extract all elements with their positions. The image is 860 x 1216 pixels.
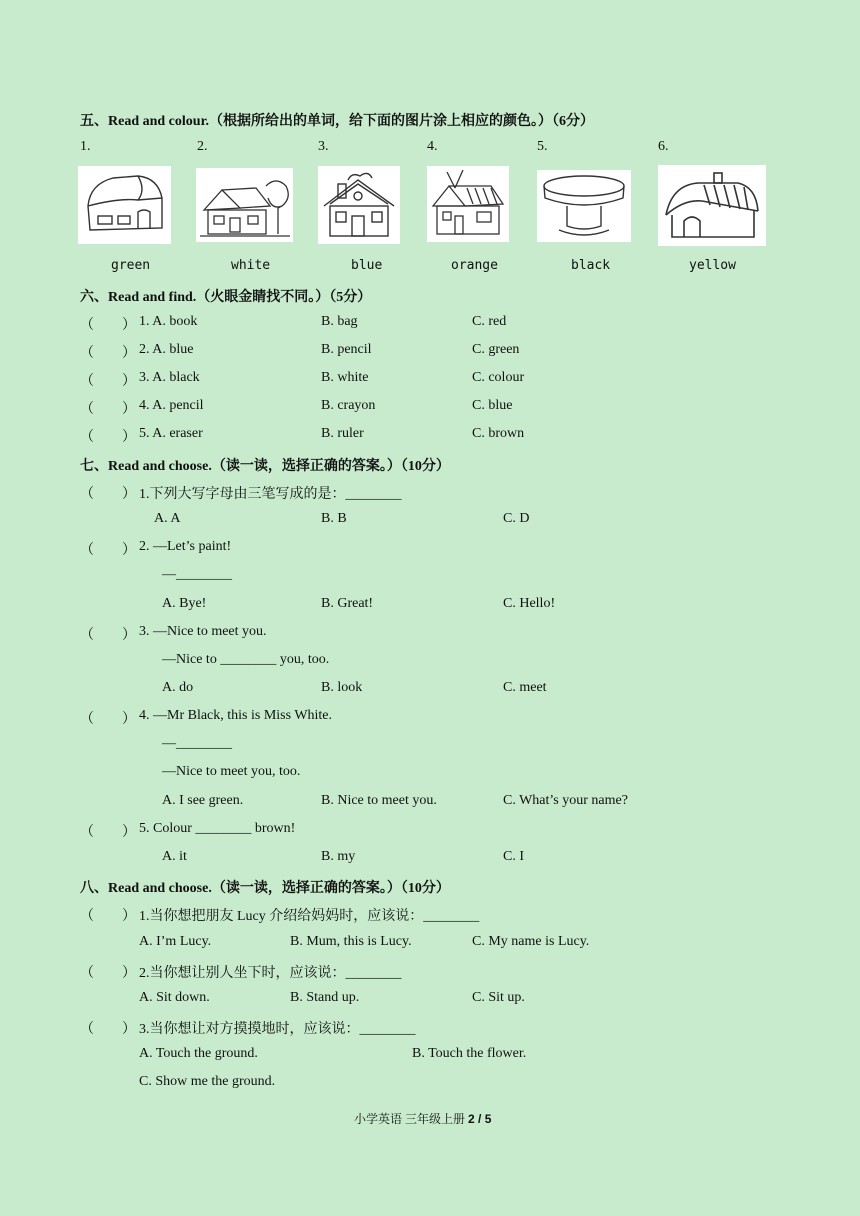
answer-blank[interactable]: （ ）	[80, 628, 136, 643]
option-b: B. B	[321, 511, 347, 526]
question-text: 4. —Mr Black, this is Miss White.	[139, 708, 333, 723]
picture-number-5: 5.	[537, 139, 548, 154]
colour-word-6: yellow	[689, 258, 736, 273]
option-c: C. brown	[472, 426, 525, 441]
section5-title: 五、Read and colour.（根据所给出的单词，给下面的图片涂上相应的颜色。）（6分）	[80, 114, 594, 129]
option-c: C. Show me the ground.	[139, 1074, 276, 1089]
answer-blank[interactable]: （ ）	[80, 430, 136, 445]
colour-word-5: black	[571, 258, 611, 273]
option-c: C. What’s your name?	[503, 793, 628, 808]
dialogue-line: —________	[162, 736, 232, 751]
option-a: A. do	[162, 680, 194, 695]
option-a: A. A	[154, 511, 181, 526]
option-a: A. I’m Lucy.	[139, 934, 212, 949]
page-number: 2 / 5	[468, 1112, 492, 1126]
answer-blank[interactable]: （ ）	[80, 543, 136, 558]
answer-blank[interactable]: （ ）	[80, 825, 136, 840]
option-c: C. I	[503, 849, 524, 864]
picture-number-6: 6.	[658, 139, 669, 154]
picture-number-3: 3.	[318, 139, 329, 154]
house-drawing	[78, 166, 171, 244]
option-c: C. D	[503, 511, 530, 526]
section6-title: 六、Read and find.（火眼金睛找不同。）（5分）	[80, 290, 372, 305]
option-c: C. My name is Lucy.	[472, 934, 590, 949]
answer-blank[interactable]: （ ）	[80, 318, 136, 333]
option-b: B. white	[321, 370, 369, 385]
question-text: 2. —Let’s paint!	[139, 539, 232, 554]
colour-word-4: orange	[451, 258, 498, 273]
option-b: B. crayon	[321, 398, 376, 413]
option-a: 2. A. blue	[139, 342, 194, 357]
option-c: C. Sit up.	[472, 990, 525, 1005]
colour-word-1: green	[111, 258, 151, 273]
answer-blank[interactable]: （ ）	[80, 966, 136, 981]
question-text: 3.当你想让对方摸摸地时，应该说：________	[139, 1022, 416, 1037]
picture-number-2: 2.	[197, 139, 208, 154]
option-c: C. colour	[472, 370, 525, 385]
option-b: B. look	[321, 680, 363, 695]
section8-title: 八、Read and choose.（读一读，选择正确的答案。）（10分）	[80, 881, 450, 896]
option-a: 5. A. eraser	[139, 426, 203, 441]
dialogue-line: —Nice to meet you, too.	[162, 764, 301, 779]
colour-word-2: white	[231, 258, 271, 273]
option-b: B. Nice to meet you.	[321, 793, 437, 808]
option-a: 3. A. black	[139, 370, 200, 385]
answer-blank[interactable]: （ ）	[80, 712, 136, 727]
option-c: C. green	[472, 342, 520, 357]
option-b: B. ruler	[321, 426, 364, 441]
answer-blank[interactable]: （ ）	[80, 909, 136, 924]
option-c: C. meet	[503, 680, 547, 695]
striped-roof-house-drawing	[658, 165, 766, 246]
answer-blank[interactable]: （ ）	[80, 487, 136, 502]
option-a: 1. A. book	[139, 314, 198, 329]
dialogue-line: —________	[162, 567, 232, 582]
house-with-tree-drawing	[196, 168, 293, 242]
option-b: B. my	[321, 849, 356, 864]
house-with-antenna-drawing	[427, 166, 509, 242]
option-a: A. Touch the ground.	[139, 1046, 258, 1061]
option-b: B. pencil	[321, 342, 372, 357]
round-table-drawing	[537, 170, 631, 242]
option-b: B. Mum, this is Lucy.	[290, 934, 412, 949]
question-text: 1.当你想把朋友 Lucy 介绍给妈妈时，应该说：________	[139, 909, 480, 924]
answer-blank[interactable]: （ ）	[80, 374, 136, 389]
answer-blank[interactable]: （ ）	[80, 402, 136, 417]
dialogue-line: —Nice to ________ you, too.	[162, 652, 330, 667]
picture-number-4: 4.	[427, 139, 438, 154]
option-c: C. Hello!	[503, 596, 556, 611]
colour-word-3: blue	[351, 258, 383, 273]
option-b: B. Touch the flower.	[412, 1046, 527, 1061]
option-b: B. bag	[321, 314, 358, 329]
question-text: 1.下列大写字母由三笔写成的是：________	[139, 487, 402, 502]
question-text: 3. —Nice to meet you.	[139, 624, 267, 639]
option-a: A. I see green.	[162, 793, 244, 808]
option-a: 4. A. pencil	[139, 398, 204, 413]
section7-title: 七、Read and choose.（读一读，选择正确的答案。）（10分）	[80, 459, 450, 474]
answer-blank[interactable]: （ ）	[80, 346, 136, 361]
question-text: 2.当你想让别人坐下时，应该说：________	[139, 966, 402, 981]
option-a: A. Sit down.	[139, 990, 210, 1005]
footer-label: 小学英语 三年级上册	[354, 1112, 466, 1126]
house-with-chimney-smoke-drawing	[318, 166, 400, 244]
option-c: C. blue	[472, 398, 513, 413]
answer-blank[interactable]: （ ）	[80, 1022, 136, 1037]
picture-number-1: 1.	[80, 139, 91, 154]
option-a: A. it	[162, 849, 187, 864]
option-b: B. Stand up.	[290, 990, 360, 1005]
page-footer	[354, 1110, 491, 1127]
option-c: C. red	[472, 314, 507, 329]
option-b: B. Great!	[321, 596, 374, 611]
question-text: 5. Colour ________ brown!	[139, 821, 296, 836]
option-a: A. Bye!	[162, 596, 207, 611]
